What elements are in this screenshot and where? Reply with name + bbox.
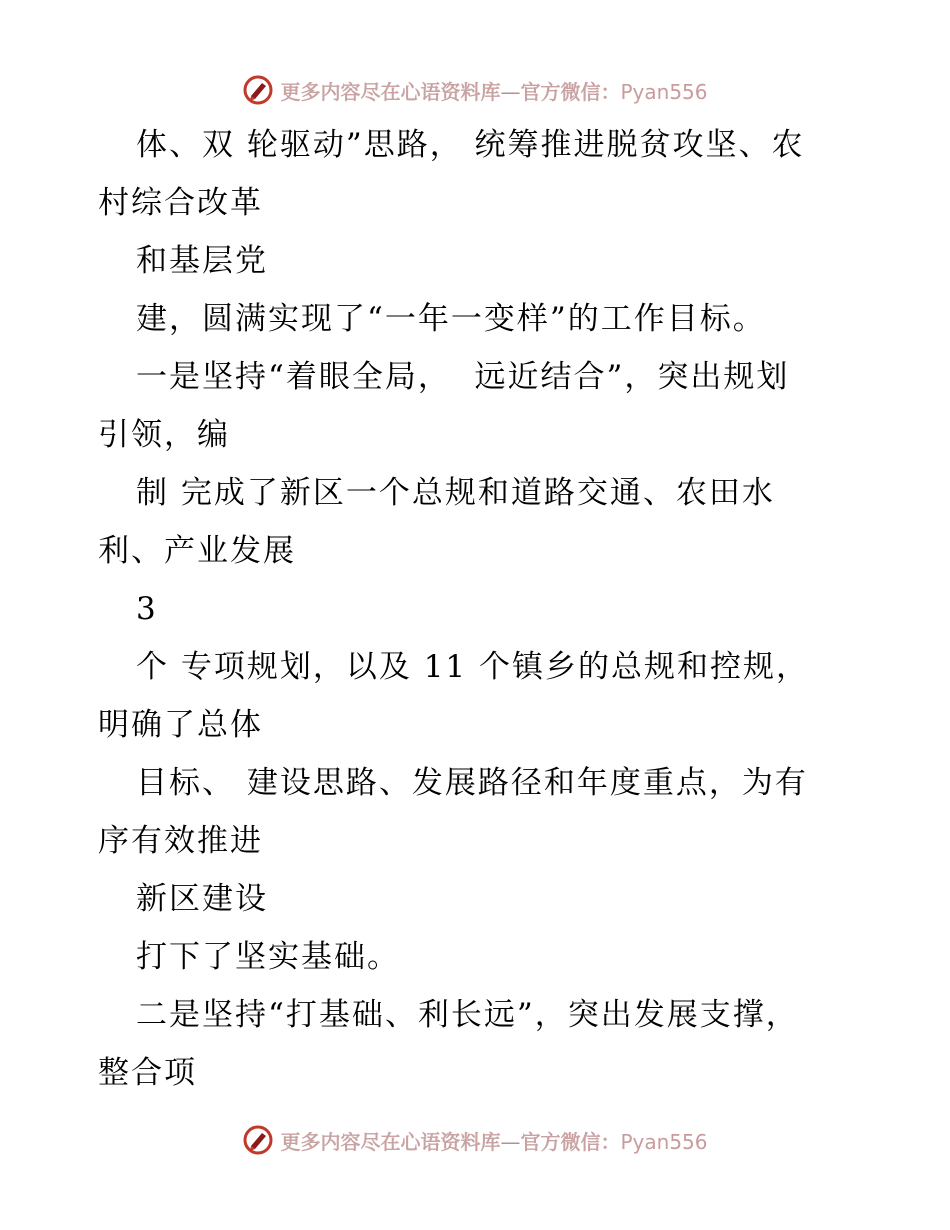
- pen-circle-logo-icon: [242, 74, 274, 106]
- text-line: 和基层党: [136, 243, 268, 279]
- watermark-text: 更多内容尽在心语资料库—官方微信：Pyan556: [280, 79, 708, 104]
- text-line: 二是坚持“打基础、利长远”，突出发展支撑，: [136, 997, 799, 1033]
- text-line: 建，圆满实现了“一年一变样”的工作目标。: [136, 301, 766, 337]
- text-line: 新区建设: [136, 881, 268, 917]
- text-line: 3: [136, 591, 158, 627]
- header-watermark: [0, 70, 950, 110]
- text-line: 序有效推进: [98, 823, 263, 859]
- text-line: 目标、 建设思路、发展路径和年度重点，为有: [136, 765, 808, 801]
- text-line: 村综合改革: [98, 185, 263, 221]
- text-line: 打下了坚实基础。: [136, 939, 400, 975]
- pen-circle-logo-icon: [242, 1124, 274, 1156]
- text-line: 制 完成了新区一个总规和道路交通、农田水: [136, 475, 775, 511]
- text-line: 明确了总体: [98, 707, 263, 743]
- text-line: 引领，编: [98, 417, 230, 453]
- document-body: [98, 116, 858, 1102]
- text-line: 一是坚持“着眼全局， 远近结合”，突出规划: [136, 359, 790, 395]
- text-line: 体、双 轮驱动”思路， 统筹推进脱贫攻坚、农: [136, 127, 805, 163]
- footer-watermark: [0, 1120, 950, 1160]
- watermark-text: 更多内容尽在心语资料库—官方微信：Pyan556: [280, 1129, 708, 1154]
- text-line: 整合项: [98, 1055, 197, 1091]
- text-line: 利、产业发展: [98, 533, 296, 569]
- text-line: 个 专项规划，以及 11 个镇乡的总规和控规，: [136, 649, 810, 685]
